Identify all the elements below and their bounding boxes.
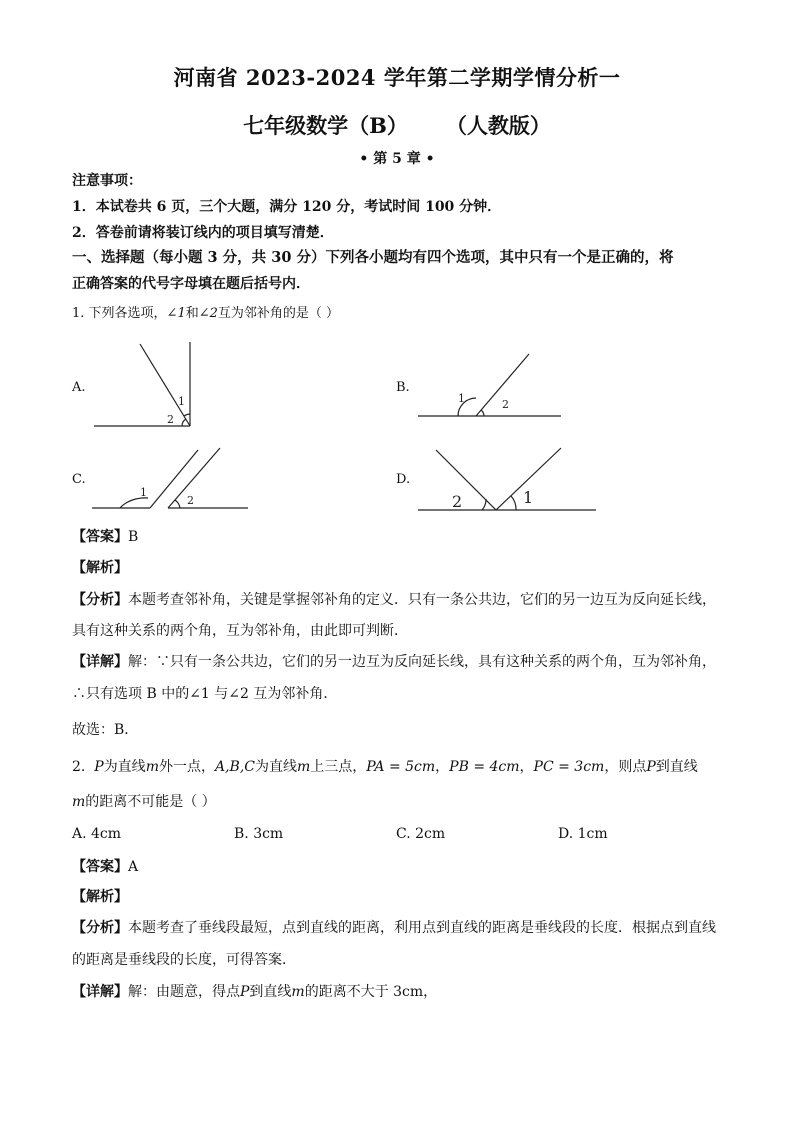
q1-option-b-label: B. (396, 380, 410, 395)
q1-figure-a (90, 342, 200, 432)
notes-item-1: 1．本试卷共 6 页，三个大题，满分 120 分，考试时间 100 分钟． (72, 199, 502, 215)
q2-choice-d: D. 1cm (558, 826, 608, 842)
svg-text:2: 2 (502, 398, 509, 411)
q1-analysis-heading: 【解析】 (72, 560, 128, 576)
q1-option-c-label: C. (72, 472, 86, 487)
q1-figure-b (416, 352, 566, 422)
question-2-stem-line2: m的距离不可能是（ ） (72, 794, 216, 810)
q1-option-d-label: D. (396, 472, 411, 487)
q1-fenxi-line1: 【分析】本题考查邻补角，关键是掌握邻补角的定义．只有一条公共边，它们的另一边互为反向延长线， (72, 592, 716, 608)
q1-figure-c (90, 446, 250, 516)
svg-text:1: 1 (178, 395, 185, 408)
svg-text:1: 1 (458, 392, 465, 405)
q2-choice-c: C. 2cm (396, 826, 446, 842)
q1-conclusion: 故选：B． (72, 722, 139, 738)
exam-title: 河南省 2023-2024 学年第二学期学情分析一 (173, 65, 621, 90)
svg-text:2: 2 (167, 413, 174, 426)
subject-grade: 七年级数学（B） (243, 113, 408, 138)
q2-answer: 【答案】A (72, 859, 139, 875)
notes-item-2: 2．答卷前请将装订线内的项目填写清楚． (72, 225, 334, 241)
svg-text:1: 1 (140, 486, 147, 499)
section-1-instructions-line1: 一、选择题（每小题 3 分，共 30 分）下列各小题均有四个选项，其中只有一个是正确的，将 (72, 249, 674, 266)
q1-fenxi-line2: 具有这种关系的两个角，互为邻补角，由此即可判断． (72, 623, 408, 639)
q2-detail-line1: 【详解】解：由题意，得点P到直线m的距离不大于 3cm， (72, 984, 438, 1000)
svg-text:2: 2 (187, 494, 194, 507)
svg-text:2: 2 (452, 492, 463, 511)
q1-detail-line1: 【详解】解：∵只有一条公共边，它们的另一边互为反向延长线，具有这种关系的两个角，互为邻补角， (72, 654, 716, 670)
section-1-instructions-line2: 正确答案的代号字母填在题后括号内． (72, 276, 310, 292)
q1-option-a-label: A. (72, 380, 86, 395)
svg-text:1: 1 (523, 488, 534, 507)
q2-analysis-heading: 【解析】 (72, 889, 128, 905)
question-2-stem-line1: 2. P为直线m外一点，A,B,C为直线m上三点，PA = 5cm，PB = 4cm，PC = 3cm，则点P到直线 (72, 759, 698, 775)
chapter-label: • 第 5 章 • (359, 151, 435, 167)
q2-choice-b: B. 3cm (234, 826, 284, 842)
edition: （人教版） (445, 113, 551, 138)
q2-choice-a: A. 4cm (72, 826, 122, 842)
q1-detail-line2: ∴只有选项 B 中的∠1 与∠2 互为邻补角． (72, 686, 338, 702)
question-1-stem: 1. 下列各选项，∠1和∠2互为邻补角的是（ ） (72, 306, 340, 321)
q2-fenxi-line1: 【分析】本题考查了垂线段最短，点到直线的距离，利用点到直线的距离是垂线段的长度．根据点到直线 (72, 920, 716, 936)
q2-fenxi-line2: 的距离是垂线段的长度，可得答案． (72, 952, 296, 968)
q1-figure-d (416, 446, 601, 516)
exam-subtitle (0, 110, 794, 140)
notes-heading: 注意事项： (72, 173, 142, 189)
q1-answer: 【答案】B (72, 529, 139, 545)
